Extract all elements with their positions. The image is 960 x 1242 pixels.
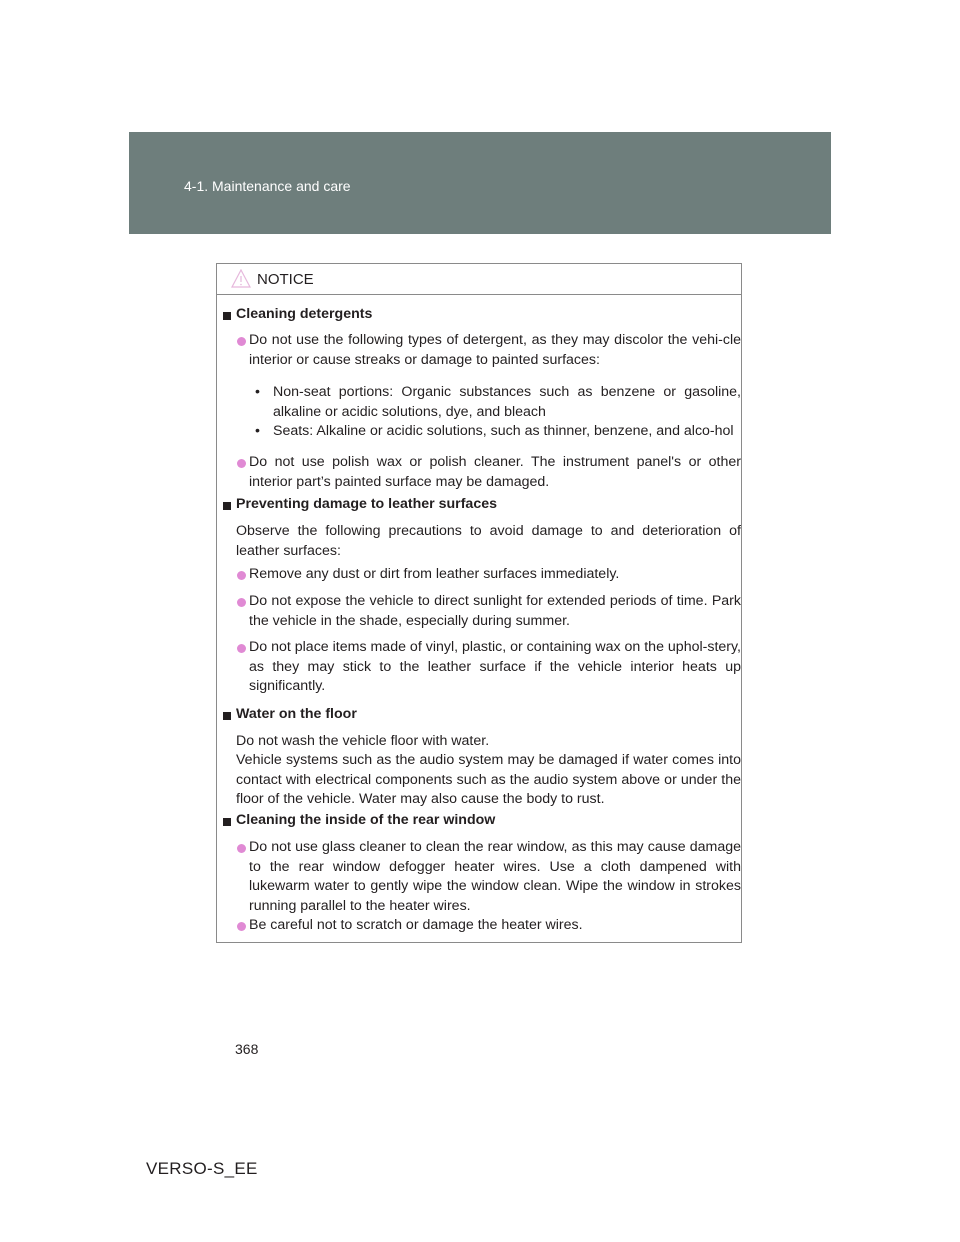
bullet-sunlight: Do not expose the vehicle to direct sunlight for extended periods of time. Park the vehicle in the shade, especially during summer. bbox=[249, 593, 741, 629]
notice-title: NOTICE bbox=[257, 271, 314, 288]
section-heading-cleaning-detergents: Cleaning detergents bbox=[236, 306, 373, 322]
page-number: 368 bbox=[235, 1041, 259, 1057]
round-bullet-icon bbox=[237, 644, 246, 653]
square-bullet-icon bbox=[223, 312, 231, 320]
section-title: 4-1. Maintenance and care bbox=[184, 178, 351, 194]
sub-bullet-non-seat: Non-seat portions: Organic substances such as benzene or gasoline, alkaline or acidic solutions, dye, and bleach bbox=[273, 384, 741, 420]
round-bullet-icon bbox=[237, 598, 246, 607]
bullet-heater-wires: Be careful not to scratch or damage the heater wires. bbox=[249, 917, 583, 933]
bullet-vinyl-plastic: Do not place items made of vinyl, plastic, or containing wax on the uphol-stery, as they may stick to the leather surface if the vehicle interior heats up significantly. bbox=[249, 639, 741, 694]
bullet-remove-dust: Remove any dust or dirt from leather surfaces immediately. bbox=[249, 566, 620, 582]
leather-intro: Observe the following precautions to avoid damage to and deterioration of leather surfaces: bbox=[236, 523, 741, 559]
warning-triangle-icon bbox=[231, 269, 251, 293]
square-bullet-icon bbox=[223, 712, 231, 720]
square-bullet-icon bbox=[223, 818, 231, 826]
notice-header bbox=[217, 264, 741, 295]
round-bullet-icon bbox=[237, 337, 246, 346]
sub-bullet-seats: Seats: Alkaline or acidic solutions, such as thinner, benzene, and alco-hol bbox=[273, 423, 734, 439]
round-bullet-icon bbox=[237, 459, 246, 468]
bullet-polish-wax: Do not use polish wax or polish cleaner. The instrument panel's or other interior part’s painted surface may be damaged. bbox=[249, 454, 741, 490]
square-bullet-icon bbox=[223, 502, 231, 510]
bullet-detergent-types: Do not use the following types of detergent, as they may discolor the vehi-cle interior or cause streaks or damage to painted surfaces: bbox=[249, 332, 741, 368]
round-bullet-icon bbox=[237, 571, 246, 580]
water-para-1: Do not wash the vehicle floor with water. bbox=[236, 733, 490, 749]
section-heading-water-floor: Water on the floor bbox=[236, 706, 357, 722]
section-header bbox=[129, 132, 831, 234]
round-bullet-icon bbox=[237, 922, 246, 931]
section-heading-leather: Preventing damage to leather surfaces bbox=[236, 496, 497, 512]
notice-box: NOTICE Cleaning detergents Do not use the following types of detergent, as they may discolor the vehi-cle interior or cause streaks or damage to painted surfaces: • Non-seat portions: Organic substances such as benzene or gasoline, alkaline or acidic solutions, dye, and bleach • Seats: Alkaline or acidic solutions, such as thinner, benzene, and alco-hol Do not use polish wax or polish cleaner. The instrument panel's or other interior part’s painted surface may be damaged. Preventing damage to leather surfaces Observe the following precautions to avoid damage to and deterioration of leather surfaces: Remove any dust or dirt from leather surfaces immediately. Do not expose the vehicle to direct sunlight for extended periods of time. Park the vehicle in the shade, especially during summer. Do not place items made of vinyl, plastic, or containing wax on the uphol-stery, as they may stick to the leather surface if the vehicle interior heats up significantly. Water on the floor Do not wash the vehicle floor with water. Vehicle systems such as the audio system may be damaged if water comes into contact with electrical components such as the audio system above or under the floor of the vehicle. Water may also cause the body to rust. Cleaning the inside of the rear window Do not use glass cleaner to clean the rear window, as this may cause damage to the rear window defogger heater wires. Use a cloth dampened with lukewarm water to gently wipe the window clean. Wipe the window in strokes running parallel to the heater wires. Be careful not to scratch or damage the heater wires. bbox=[216, 263, 742, 943]
round-bullet-icon bbox=[237, 844, 246, 853]
bullet-glass-cleaner: Do not use glass cleaner to clean the rear window, as this may cause damage to the rear window defogger heater wires. Use a cloth dampened with lukewarm water to gently wipe the window clean. Wipe the window in strokes running parallel to the heater wires. bbox=[249, 839, 741, 914]
section-heading-rear-window: Cleaning the inside of the rear window bbox=[236, 812, 496, 828]
water-para-2: Vehicle systems such as the audio system may be damaged if water comes into contact with electrical components such as the audio system above or under the floor of the vehicle. Water may also cause the body to rust. bbox=[236, 752, 741, 807]
footer-code: VERSO-S_EE bbox=[146, 1159, 258, 1178]
